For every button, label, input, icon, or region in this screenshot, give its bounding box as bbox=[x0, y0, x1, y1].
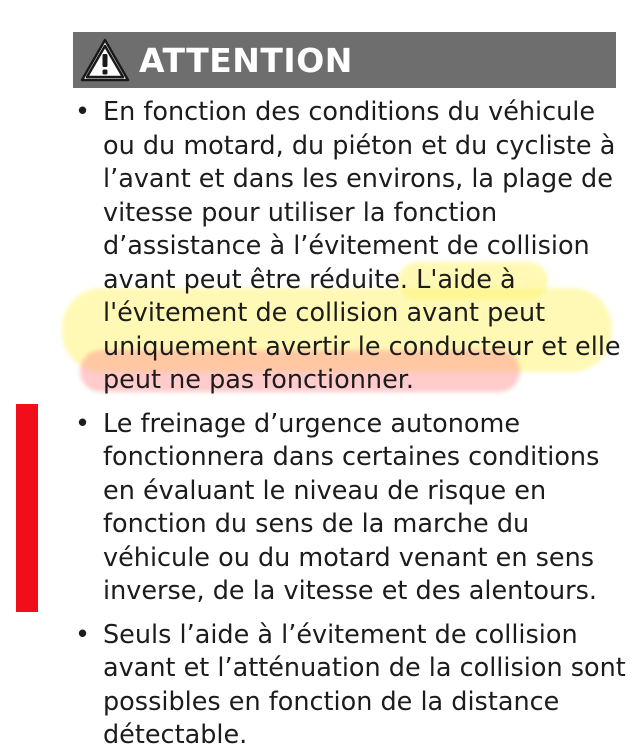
bullet-item bbox=[70, 408, 630, 609]
red-margin-marker bbox=[16, 404, 38, 612]
bullet-text: Le freinage d’urgence autonome fonctionnera dans certaines conditions en évaluant le niveau de risque en fonction du sens de la marche du véhicule ou du motard venant en sens inverse, de la vitesse et des alentours. bbox=[103, 408, 600, 606]
bullet-item bbox=[70, 96, 630, 398]
bullet-dot: • bbox=[75, 97, 91, 127]
bullet-item bbox=[70, 619, 630, 750]
bullet-dot: • bbox=[75, 619, 91, 650]
warning-content bbox=[70, 96, 630, 750]
warning-triangle-icon bbox=[79, 37, 131, 83]
attention-header bbox=[73, 32, 616, 88]
bullet-text: Seuls l’aide à l’évitement de collision avant et l’atténuation de la collision sont possibles en fonction de la distance détectable. bbox=[103, 619, 626, 750]
bullet-text-highlighted: L'aide à l'évitement de collision avant peut uniquement avertir le conducteur et elle peut ne pas fonctionner. bbox=[103, 264, 621, 395]
bullet-dot: • bbox=[75, 408, 91, 439]
header-title: ATTENTION bbox=[139, 40, 353, 80]
bullet-text: En fonction des conditions du véhicule ou du motard, du piéton et du cycliste à l’avant et dans les environs, la plage de vitesse pour utiliser la fonction d’assistance à l’évitement de collision avant peut être réduite. bbox=[103, 97, 616, 295]
